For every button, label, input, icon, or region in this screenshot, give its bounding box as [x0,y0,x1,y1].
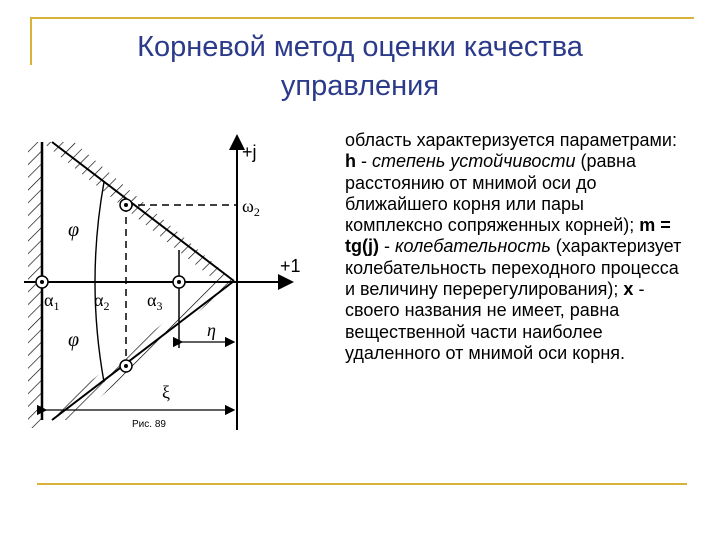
omega-label: $\omega_2$ [242,196,260,219]
description-text: область характеризуется параметрами: h - степень устойчивости (равна расстоянию от мнимой оси до ближайшего корня или пары комплексно сопряженных корней); m = tg(j) - колебательность (характеризует колебательность переходного процесса и величину перерегулирования); x - своего названия не имеет, равна вещественной части наиболее удаленного от мнимой оси корня. [345,130,682,363]
alpha1-label: $\alpha_1$ [44,290,60,313]
root-locus-diagram [24,130,324,435]
param-h: h [345,151,356,172]
xi-label: ξ [162,382,171,402]
root-alpha1-marker [36,276,48,288]
root-alpha3-marker [173,276,185,288]
eta-label: η [207,320,216,340]
imag-axis-label: +j [242,142,257,162]
alpha2-label: $\alpha_2$ [94,290,110,313]
root-lower-marker [120,360,132,372]
lower-sector-line [52,281,234,420]
title-line-1: Корневой метод оценки качества [137,31,583,63]
root-upper-marker [120,199,132,211]
phi-bottom-label: φ [68,329,80,351]
param-m: m = tg(j) [345,215,671,257]
param-x: x [623,279,634,300]
title-line-2: управления [280,70,440,102]
figure-caption: Рис. 89 [132,419,166,430]
param-m-description: колебательность [394,236,551,257]
upper-sector-line [52,142,234,281]
slide-title [60,28,660,106]
alpha3-label: $\alpha_3$ [147,290,163,313]
param-h-description: степень устойчивости [372,151,576,172]
phi-top-label: φ [68,219,80,241]
real-axis-label: +1 [280,256,301,276]
frame-top-line [30,17,694,19]
frame-bottom-line [37,483,687,485]
frame-left-line [30,17,32,65]
